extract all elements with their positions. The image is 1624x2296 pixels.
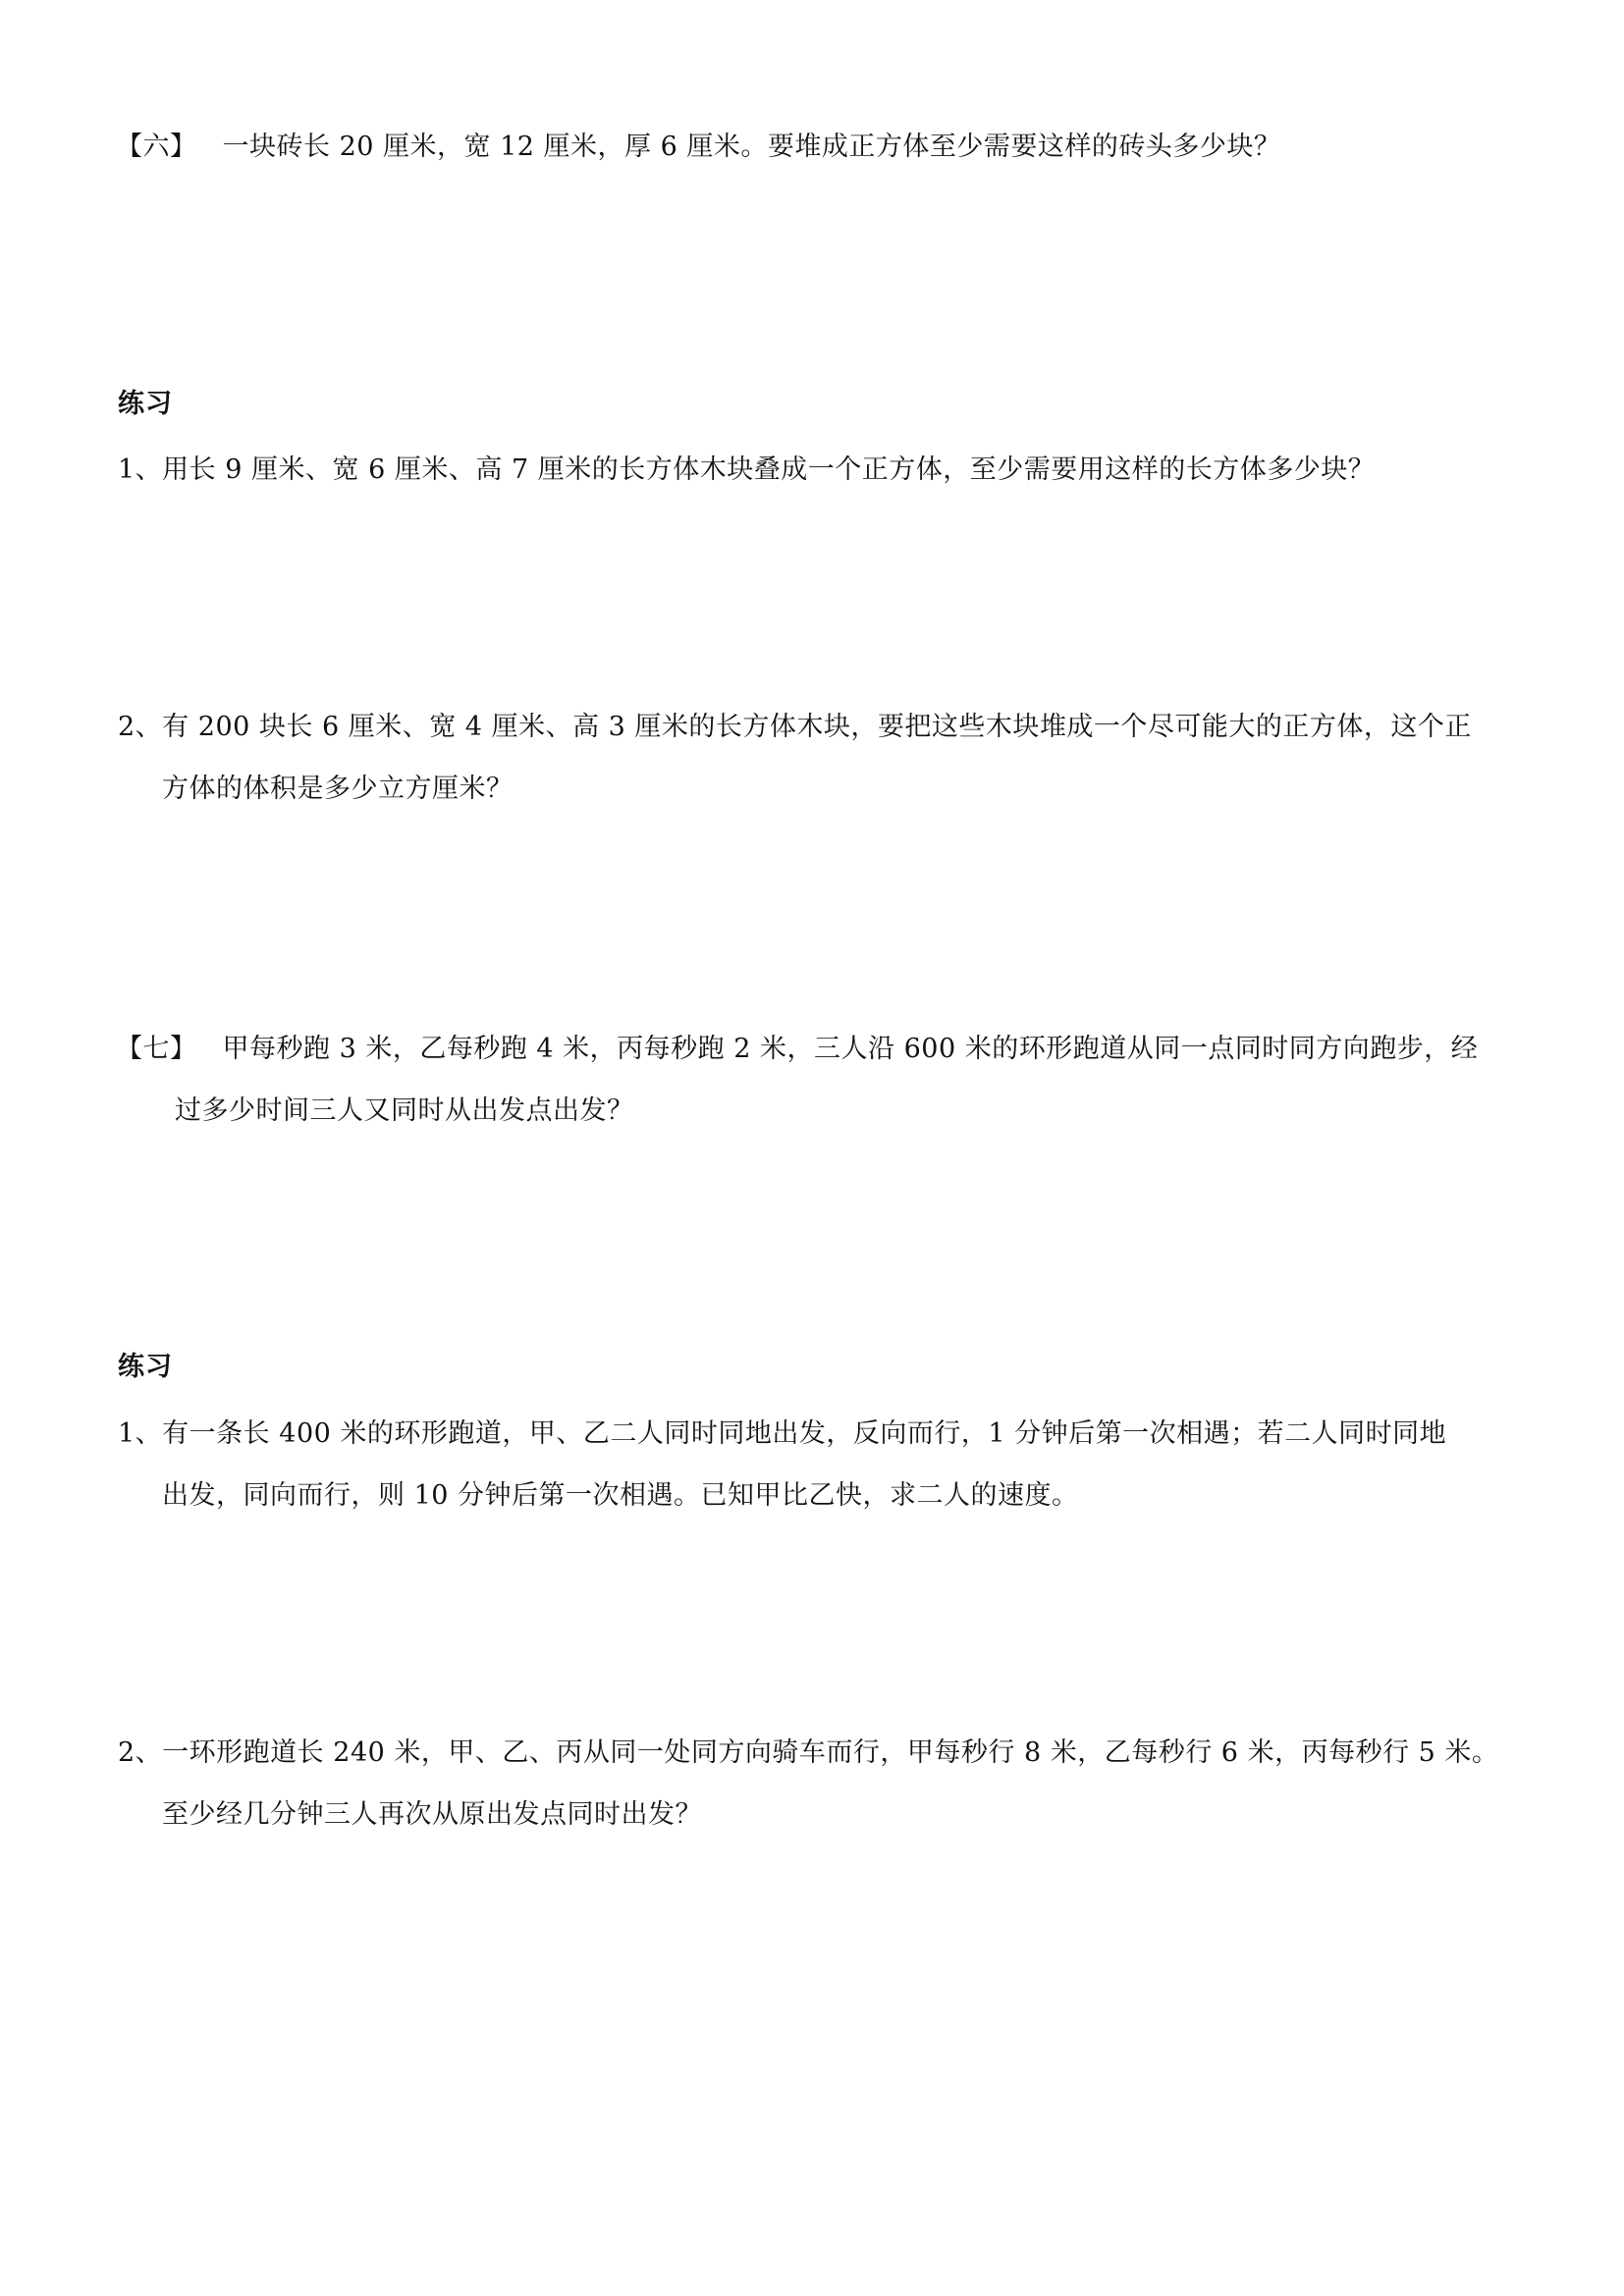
practice-heading-2: 练习 xyxy=(118,1352,173,1382)
practice-1-question-1: 1、用长 9 厘米、宽 6 厘米、高 7 厘米的长方体木块叠成一个正方体，至少需要用这样的长方体多少块？ xyxy=(118,454,1376,485)
practice-2-question-1-line-2: 出发，同向而行，则 10 分钟后第一次相遇。已知甲比乙快，求二人的速度。 xyxy=(162,1480,1079,1511)
problem-6-label: 【六】 xyxy=(116,132,197,162)
practice-2-question-2-line-2: 至少经几分钟三人再次从原出发点同时出发？ xyxy=(162,1799,702,1830)
problem-7-text: 甲每秒跑 3 米，乙每秒跑 4 米，丙每秒跑 2 米，三人沿 600 米的环形跑道从同一点同时同方向跑步，经 xyxy=(222,1034,1479,1064)
problem-6-text: 一块砖长 20 厘米，宽 12 厘米，厚 6 厘米。要堆成正方体至少需要这样的砖头多少块？ xyxy=(222,132,1281,162)
practice-2-question-1-line-1: 1、有一条长 400 米的环形跑道，甲、乙二人同时同地出发，反向而行，1 分钟后第一次相遇；若二人同时同地 xyxy=(118,1418,1447,1449)
practice-2-question-2-line-1: 2、一环形跑道长 240 米，甲、乙、丙从同一处同方向骑车而行，甲每秒行 8 米，乙每秒行 6 米，丙每秒行 5 米。 xyxy=(118,1737,1499,1768)
problem-6 xyxy=(116,130,1280,165)
practice-1-question-2-line-2: 方体的体积是多少立方厘米？ xyxy=(162,774,514,804)
practice-heading-1: 练习 xyxy=(118,389,173,419)
problem-7-line-2: 过多少时间三人又同时从出发点出发？ xyxy=(175,1095,634,1126)
problem-7-label: 【七】 xyxy=(116,1034,197,1064)
practice-1-question-2-line-1: 2、有 200 块长 6 厘米、宽 4 厘米、高 3 厘米的长方体木块，要把这些木块堆成一个尽可能大的正方体，这个正 xyxy=(118,712,1472,742)
problem-7-line-1 xyxy=(116,1032,1478,1067)
